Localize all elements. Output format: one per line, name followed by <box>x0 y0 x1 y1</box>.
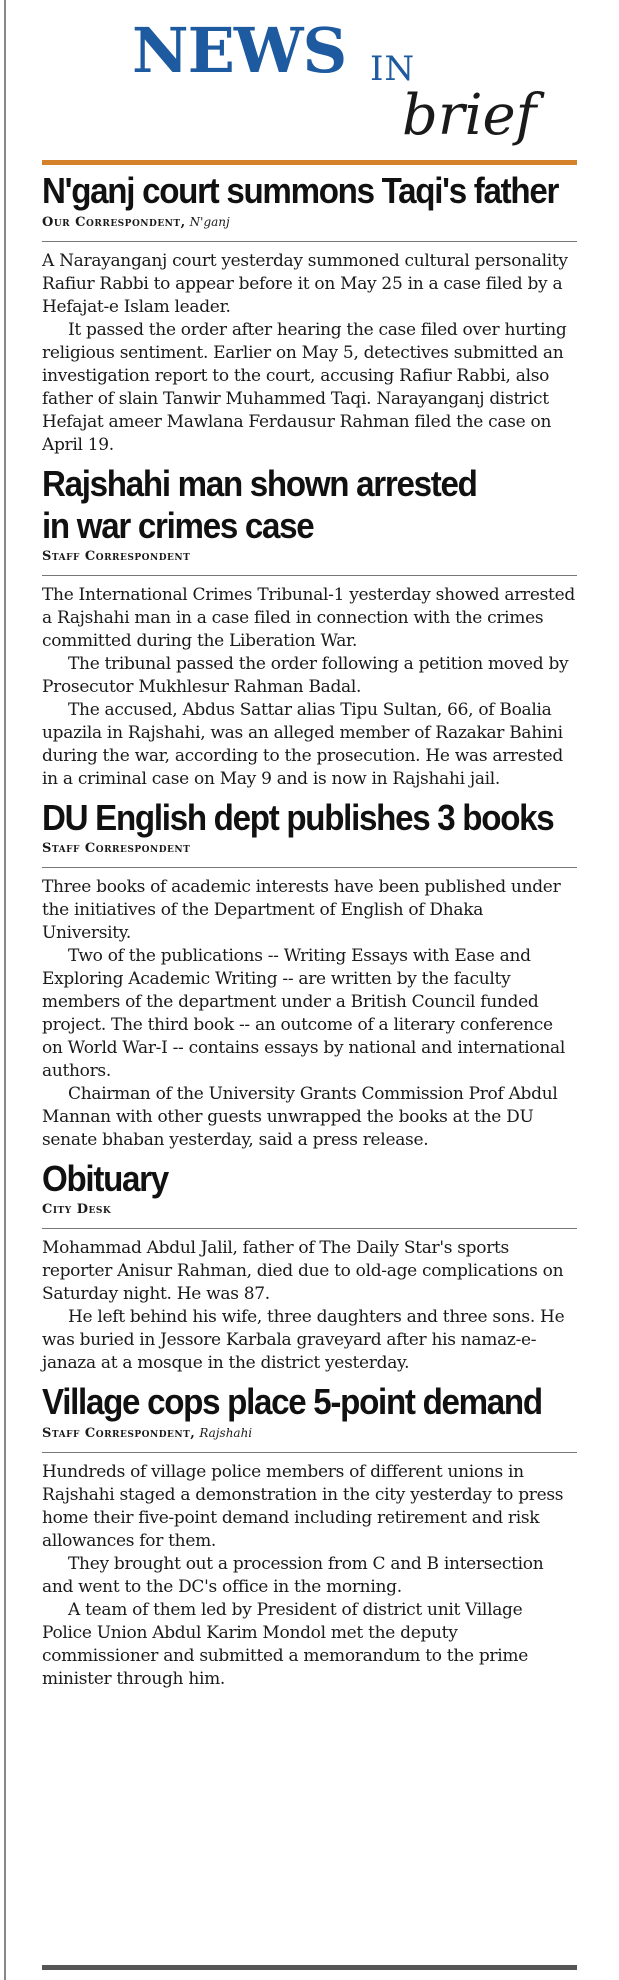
story-paragraph: The International Crimes Tribunal-1 yesterday showed arrested a Rajshahi man in a case filed in connection with the crimes committed during the Liberation War. <box>42 585 575 651</box>
story-paragraph: The accused, Abdus Sattar alias Tipu Sultan, 66, of Boalia upazila in Rajshahi, was an alleged member of Razakar Bahini during the war, according to the prosecution. He was arrested in a criminal case on May 9 and is now in Rajshahi jail. <box>42 700 563 789</box>
story-obituary <box>42 1158 577 1375</box>
story-du-english-books <box>42 797 577 1152</box>
story-headline: DU English dept publishes 3 books <box>42 797 554 838</box>
story-paragraph: Chairman of the University Grants Commission Prof Abdul Mannan with other guests unwrapped the books at the DU senate bhaban yesterday, said a press release. <box>42 1084 558 1150</box>
story-paragraph: A team of them led by President of district unit Village Police Union Abdul Karim Mondol met the deputy commissioner and submitted a memorandum to the prime minister through him. <box>42 1600 528 1689</box>
story-headline: Village cops place 5-point demand <box>42 1381 542 1422</box>
story-byline <box>42 1423 577 1444</box>
story-headline: N'ganj court summons Taqi's father <box>42 170 559 211</box>
masthead-news: NEWS <box>132 14 347 87</box>
story-paragraph: Three books of academic interests have been published under the initiatives of the Department of English of Dhaka University. <box>42 877 561 943</box>
story-rule <box>42 241 577 242</box>
byline-author: Staff Correspondent, <box>42 1426 196 1441</box>
story-byline <box>42 547 577 567</box>
story-paragraph: It passed the order after hearing the case filed over hurting religious sentiment. Earlier on May 5, detectives submitted an investigation report to the court, accusing Rafiur Rabbi, also father of slain Tanwir Muhammed Taqi. Narayanganj district Hefajat ameer Mawlana Ferdausur Rahman filed the case on April 19. <box>42 320 567 455</box>
story-paragraph: A Narayanganj court yesterday summoned cultural personality Rafiur Rabbi to appear before it on May 25 in a case filed by a Hefajat-e Islam leader. <box>42 251 568 317</box>
masthead-in: IN <box>370 49 416 89</box>
byline-author: Our Correspondent, <box>42 215 186 230</box>
story-byline <box>42 839 577 859</box>
masthead-rule <box>42 160 577 165</box>
byline-author: Staff Correspondent <box>42 841 191 856</box>
story-rule <box>42 1228 577 1229</box>
story-rajshahi-arrest <box>42 463 577 791</box>
story-paragraph: Hundreds of village police members of different unions in Rajshahi staged a demonstration in the city yesterday to press home their five-point demand including retirement and risk allowances for them. <box>42 1462 564 1551</box>
story-paragraph: Mohammad Abdul Jalil, father of The Daily Star's sports reporter Anisur Rahman, died due to old-age complications on Saturday night. He was 87. <box>42 1238 564 1304</box>
story-rule <box>42 575 577 576</box>
story-rule <box>42 1452 577 1453</box>
byline-author: Staff Correspondent <box>42 549 191 564</box>
story-byline <box>42 1200 577 1220</box>
byline-location: Rajshahi <box>199 1426 253 1440</box>
story-paragraph: He left behind his wife, three daughters and three sons. He was buried in Jessore Karbala graveyard after his namaz-e-janaza at a mosque in the district yesterday. <box>42 1307 565 1373</box>
masthead <box>42 0 577 168</box>
story-headline-line-2: in war crimes case <box>42 505 314 546</box>
story-headline: Obituary <box>42 1158 168 1199</box>
story-nganj-court <box>42 170 577 457</box>
story-headline-line-1: Rajshahi man shown arrested <box>42 463 477 504</box>
byline-author: City Desk <box>42 1202 112 1217</box>
page-bottom-rule <box>42 1965 577 1970</box>
story-paragraph: They brought out a procession from C and B intersection and went to the DC's office in the morning. <box>42 1554 544 1597</box>
story-paragraph: Two of the publications -- Writing Essays with Ease and Exploring Academic Writing -- are written by the faculty members of the department under a British Council funded project. The third book -- an outcome of a literary conference on World War-I -- contains essays by national and international authors. <box>42 946 565 1081</box>
story-rule <box>42 867 577 868</box>
story-village-cops <box>42 1381 577 1691</box>
byline-location: N'ganj <box>189 215 230 229</box>
story-paragraph: The tribunal passed the order following a petition moved by Prosecutor Mukhlesur Rahman Badal. <box>42 654 569 697</box>
masthead-brief: brief <box>402 83 537 148</box>
story-byline <box>42 212 577 233</box>
